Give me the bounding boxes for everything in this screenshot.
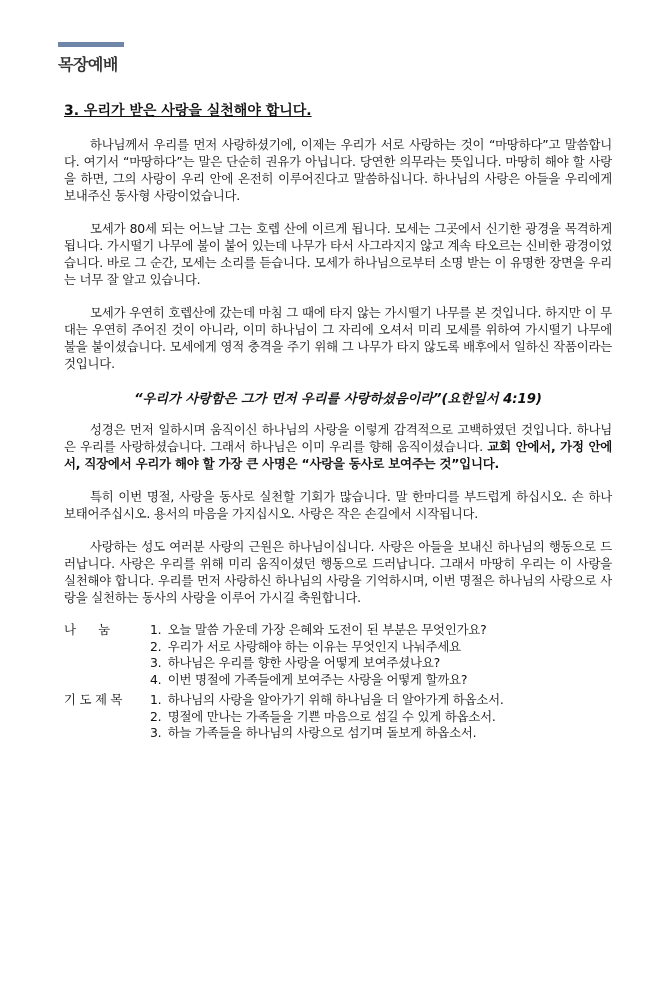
paragraph-6: 사랑하는 성도 여러분 사랑의 근원은 하나님이십니다. 사랑은 아들을 보내신 하나님의 행동으로 드러납니다. 사랑은 우리를 위해 미리 움직이셨던 행동으로 드러납니다. 그래서 마땅히 우리는 이 사랑을 실천해야 합니다. 우리를 먼저 사랑하신 하나님의 사랑을 기억하시며, 이번 명절은 하나님의 사랑으로 사랑을 실천하는 동사의 사랑을 이루어 가시길 축원합니다. xyxy=(64,539,612,605)
section-label: 목장예배 xyxy=(58,55,118,74)
paragraph-5: 특히 이번 명절, 사랑을 동사로 실천할 기회가 많습니다. 말 한마디를 부드럽게 하십시오. 손 하나 보태어주십시오. 용서의 마음을 가지십시오. 사랑은 작은 손길에서 시작됩니다. xyxy=(64,489,612,521)
sharing-item: 4. 이번 명절에 가족들에게 보여주는 사랑을 어떻게 할까요? xyxy=(150,671,468,687)
paragraph-4 xyxy=(64,421,612,472)
prayer-item: 1. 하나님의 사랑을 알아가기 위해 하나님을 더 알아가게 하옵소서. xyxy=(150,692,504,707)
paragraph-4-emphasis: 교회 안에서, 가정 안에서, 직장에서 우리가 해야 할 가장 큰 사명은 “사랑을 동사로 보여주는 것”입니다. xyxy=(64,439,612,471)
prayer-list xyxy=(150,692,612,742)
sharing-label: 나 눔 xyxy=(64,622,110,637)
sharing-item: 1. 오늘 말씀 가운데 가장 은혜와 도전이 된 부분은 무엇인가요? xyxy=(150,622,487,637)
paragraph-2: 모세가 80세 되는 어느날 그는 호렙 산에 이르게 됩니다. 모세는 그곳에서 신기한 광경을 목격하게 됩니다. 가시떨기 나무에 불이 붙어 있는데 나무가 타서 사그라지지 않고 계속 타오르는 신비한 광경이었습니다. 바로 그 순간, 모세는 소리를 듣습니다. 모세가 하나님으로부터 소명 받는 이 유명한 장면을 우리는 너무 잘 알고 있습니다. xyxy=(64,221,612,287)
discussion-section xyxy=(64,622,612,746)
prayer-item: 3. 하늘 가족들을 하나님의 사랑으로 섬기며 돌보게 하옵소서. xyxy=(150,725,477,740)
section-heading: 3. 우리가 받은 사랑을 실천해야 합니다. xyxy=(64,103,312,119)
sharing-item: 2. 우리가 서로 사랑해야 하는 이유는 무엇인지 나눠주세요 xyxy=(150,638,461,654)
sharing-list xyxy=(150,622,612,688)
scripture-quote: “우리가 사랑함은 그가 먼저 우리를 사랑하셨음이라”(요한일서 4:19) xyxy=(134,392,542,407)
paragraph-4-text: 성경은 먼저 일하시며 움직이신 하나님의 사랑을 이렇게 감격적으로 고백하였던 것입니다. 하나님은 우리를 사랑하셨습니다. 그래서 하나님은 이미 우리를 향해 움직이셨습니다. xyxy=(64,422,612,454)
paragraph-1: 하나님께서 우리를 먼저 사랑하셨기에, 이제는 우리가 서로 사랑하는 것이 “마땅하다”고 말씀합니다. 여기서 “마땅하다”는 말은 단순히 권유가 아닙니다. 당연한 의무라는 뜻입니다. 마땅히 해야 할 사랑을 하면, 그의 사랑이 우리 안에 온전히 이루어진다고 말씀하십니다. 하나님의 사랑은 아들을 우리에게 보내주신 동사형 사랑이었습니다. xyxy=(64,137,612,203)
sermon-page xyxy=(64,100,612,746)
paragraph-3: 모세가 우연히 호렙산에 갔는데 마침 그 때에 타지 않는 가시떨기 나무를 본 것입니다. 하지만 이 무대는 우연히 주어진 것이 아니라, 이미 하나님이 그 자리에 오셔서 미리 모세를 위하여 가시떨기 나무에 불을 붙이셨습니다. 모세에게 영적 충격을 주기 위해 그 나무가 타지 않도록 배후에서 일하신 작품이라는 것입니다. xyxy=(64,305,612,371)
sharing-item: 3. 하나님은 우리를 향한 사랑을 어떻게 보여주셨나요? xyxy=(150,655,440,670)
header-accent-bar xyxy=(58,42,124,47)
prayer-item: 2. 명절에 만나는 가족들을 기쁜 마음으로 섬길 수 있게 하옵소서. xyxy=(150,708,496,724)
prayer-label: 기 도 제 목 xyxy=(64,692,123,707)
